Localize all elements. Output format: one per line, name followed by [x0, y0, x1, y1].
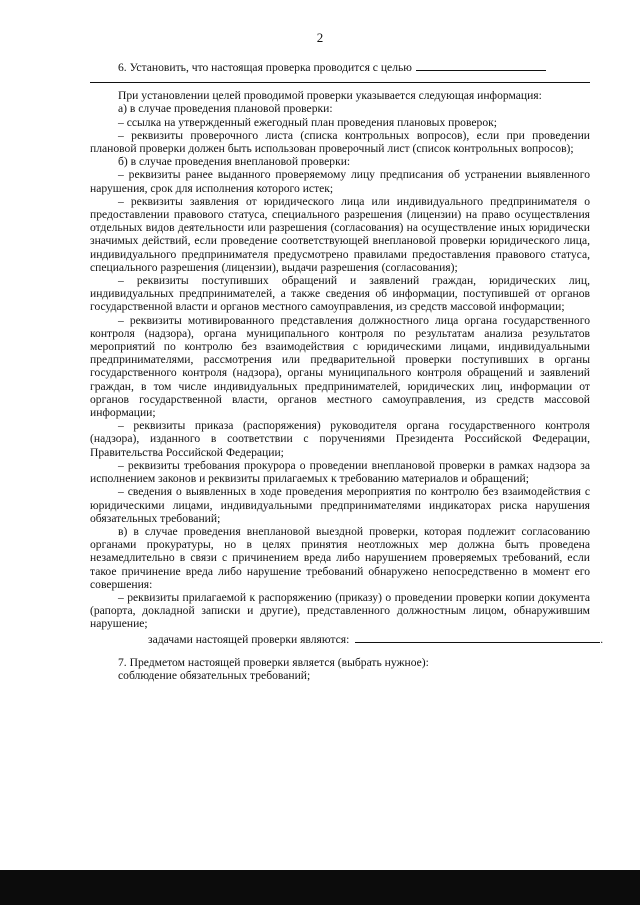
item-6-line — [90, 60, 590, 74]
item-7-option-1: соблюдение обязательных требований; — [118, 668, 311, 682]
tasks-end: . — [600, 632, 604, 646]
item-7-heading: 7. Предметом настоящей проверки является (выбрать нужное): — [118, 655, 429, 669]
paragraph-intro: При установлении целей проводимой проверки указывается следующая информация: — [118, 89, 542, 103]
paragraph-b-7: – сведения о выявленных в ходе проведения мероприятия по контролю без взаимодействия с юридическими лицами, индивидуальными предпринимателями индикаторах риска нарушения обязательных требований; — [90, 485, 590, 525]
item-6-blank-field — [416, 60, 546, 71]
paragraph-b-heading: б) в случае проведения внеплановой проверки: — [118, 155, 351, 169]
paragraph-b-5: – реквизиты приказа (распоряжения) руководителя органа государственного контроля (надзора), изданного в соответствии с поручениями Президента Российской Федерации, Правительства Российской Федерации; — [90, 419, 590, 459]
paragraph-a-2: – реквизиты проверочного листа (списка контрольных вопросов), если при проведении плановой проверки должен быть использован проверочный лист (список контрольных вопросов); — [90, 128, 590, 156]
tasks-blank-field — [355, 632, 600, 643]
paragraph-c-1: – реквизиты прилагаемой к распоряжению (приказу) о проведении проверки копии документа (рапорта, докладной записки и другие), представленного должностным лицом, обнаружившим нарушение; — [90, 590, 590, 631]
paragraph-b-1: – реквизиты ранее выданного проверяемому лицу предписания об устранении выявленного нарушения, срок для исполнения которого истек; — [90, 168, 590, 195]
tasks-label: задачами настоящей проверки являются: — [148, 632, 350, 646]
tasks-line — [90, 632, 604, 646]
item-6-text: 6. Установить, что настоящая проверка проводится с целью — [118, 61, 412, 74]
paragraph-b-3: – реквизиты поступивших обращений и заявлений граждан, юридических лиц, индивидуальных предпринимателей, а также сведения об информации, поступившей от органов государственной власти и органов местного самоуправления, из средств массовой информации; — [90, 274, 590, 314]
paragraph-a-heading: а) в случае проведения плановой проверки: — [118, 102, 333, 116]
document-body — [90, 60, 604, 682]
scan-border-bottom — [0, 870, 640, 905]
paragraph-c-heading: в) в случае проведения внеплановой выездной проверки, которая подлежит согласованию органами прокуратуры, но в целях принятия неотложных мер должна быть проведена незамедлительно в связи с причинением вреда либо нарушением проверяемых требований, если такое причинение вреда либо нарушение требований обнаружено непосредственно в момент его совершения: — [90, 524, 590, 591]
item-6-continuation-rule — [90, 74, 590, 83]
page-number: 2 — [316, 30, 324, 45]
paragraph-b-2: – реквизиты заявления от юридического лица или индивидуального предпринимателя о предоставлении правового статуса, специального разрешения (лицензии) на право осуществления отдельных видов деятельности или разрешения (согласования) на осуществление иных юридически значимых действий, если проведение соответствующей внеплановой проверки юридического лица, индивидуального предпринимателя предусмотрено правилами предоставления правового статуса, специального разрешения (лицензии), выдачи разрешения (согласования); — [90, 194, 590, 274]
paragraph-a-1: – ссылка на утвержденный ежегодный план проведения плановых проверок; — [118, 115, 497, 129]
paragraph-b-4: – реквизиты мотивированного представления должностного лица органа государственного контроля (надзора), органа муниципального контроля по результатам анализа результатов мероприятий по контролю без взаимодействия с юридическими лицами, индивидуальными предпринимателями, рассмотрения или предварительной проверки поступивших в органы государственного контроля (надзора), органы муниципального контроля обращений и заявлений граждан, в том числе индивидуальных предпринимателей, юридических лиц, информации от органов государственной власти, органов местного самоуправления, из средств массовой информации; — [90, 313, 590, 420]
paragraph-b-6: – реквизиты требования прокурора о проведении внеплановой проверки в рамках надзора за исполнением законов и реквизиты прилагаемых к требованию материалов и обращений; — [90, 458, 590, 486]
